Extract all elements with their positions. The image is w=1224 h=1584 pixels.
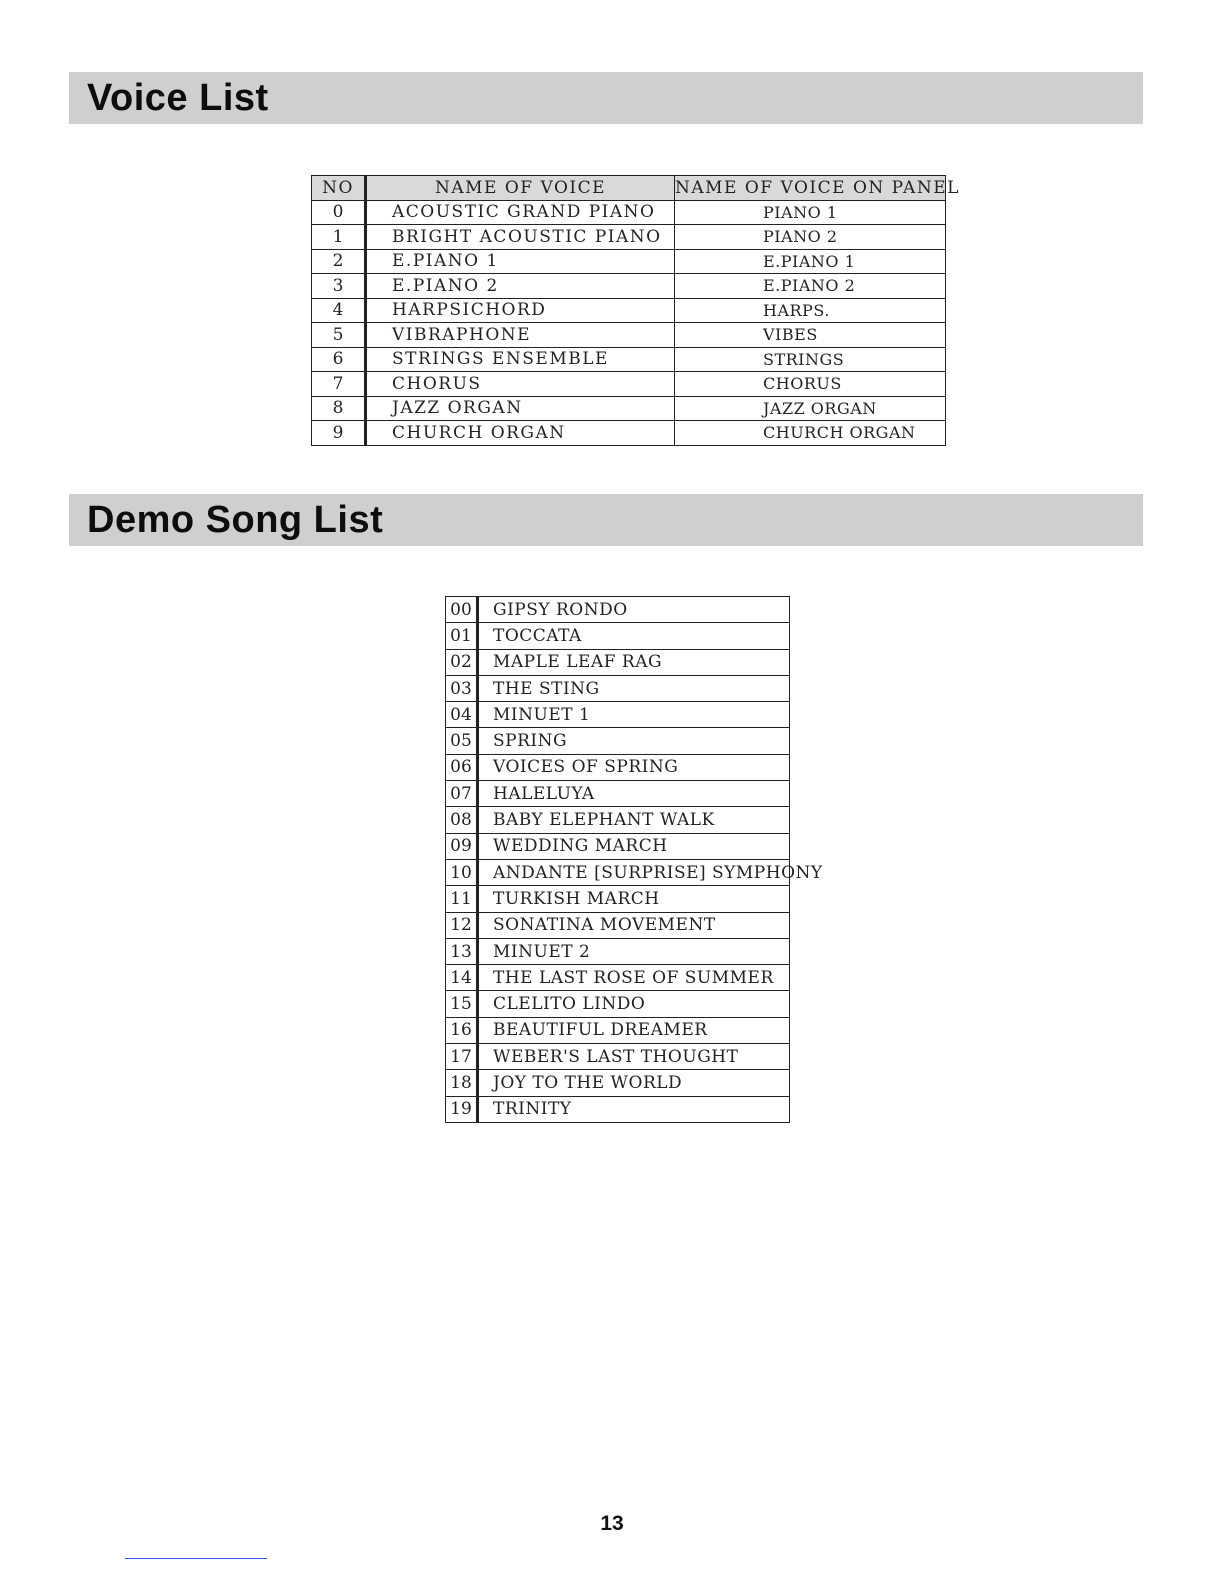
demo-song-number: 02 — [446, 649, 478, 675]
voice-name: BRIGHT ACOUSTIC PIANO — [366, 225, 675, 250]
demo-song-title: GIPSY RONDO — [478, 597, 790, 623]
demo-song-list-title: Demo Song List — [87, 499, 384, 541]
demo-song-row — [446, 754, 790, 780]
voice-number: 9 — [312, 421, 366, 446]
demo-song-row — [446, 781, 790, 807]
voice-number: 1 — [312, 225, 366, 250]
demo-song-number: 00 — [446, 597, 478, 623]
page-number: 13 — [600, 1512, 624, 1535]
demo-song-row — [446, 597, 790, 623]
demo-song-row — [446, 991, 790, 1017]
voice-panel-name: STRINGS — [675, 347, 946, 372]
voice-row — [312, 421, 946, 446]
voice-number: 7 — [312, 372, 366, 397]
voice-number: 3 — [312, 274, 366, 299]
demo-song-title: BEAUTIFUL DREAMER — [478, 1017, 790, 1043]
demo-song-row — [446, 965, 790, 991]
demo-song-row — [446, 1096, 790, 1122]
voice-row — [312, 225, 946, 250]
voice-row — [312, 298, 946, 323]
demo-song-title: MINUET 1 — [478, 702, 790, 728]
voice-number: 0 — [312, 200, 366, 225]
demo-song-title: MINUET 2 — [478, 938, 790, 964]
demo-song-number: 11 — [446, 886, 478, 912]
demo-song-row — [446, 728, 790, 754]
demo-song-title: ANDANTE [SURPRISE] SYMPHONY — [478, 859, 790, 885]
demo-song-title: WEDDING MARCH — [478, 833, 790, 859]
demo-song-title: TOCCATA — [478, 623, 790, 649]
demo-song-list-header — [69, 494, 1143, 546]
voice-number: 8 — [312, 396, 366, 421]
voice-list-header — [69, 72, 1143, 124]
voice-panel-name: VIBES — [675, 323, 946, 348]
voice-name: STRINGS ENSEMBLE — [366, 347, 675, 372]
voice-table — [311, 175, 960, 446]
voice-row — [312, 396, 946, 421]
demo-song-number: 14 — [446, 965, 478, 991]
demo-song-row — [446, 649, 790, 675]
voice-col-no: NO — [312, 176, 366, 201]
voice-row — [312, 323, 946, 348]
demo-song-number: 15 — [446, 991, 478, 1017]
demo-song-number: 06 — [446, 754, 478, 780]
demo-song-number: 07 — [446, 781, 478, 807]
voice-panel-name: PIANO 1 — [675, 200, 946, 225]
demo-song-title: WEBER'S LAST THOUGHT — [478, 1044, 790, 1070]
demo-song-row — [446, 938, 790, 964]
voice-col-panel: NAME OF VOICE ON PANEL — [675, 176, 946, 201]
demo-song-number: 04 — [446, 702, 478, 728]
voice-name: HARPSICHORD — [366, 298, 675, 323]
voice-list-title: Voice List — [87, 77, 269, 119]
demo-song-row — [446, 833, 790, 859]
voice-row — [312, 372, 946, 397]
voice-row — [312, 200, 946, 225]
demo-song-number: 12 — [446, 912, 478, 938]
demo-song-row — [446, 1070, 790, 1096]
voice-name: CHURCH ORGAN — [366, 421, 675, 446]
demo-song-number: 09 — [446, 833, 478, 859]
demo-song-row — [446, 1017, 790, 1043]
demo-song-number: 18 — [446, 1070, 478, 1096]
demo-song-row — [446, 1044, 790, 1070]
voice-panel-name: PIANO 2 — [675, 225, 946, 250]
voice-name: E.PIANO 2 — [366, 274, 675, 299]
demo-song-title: THE LAST ROSE OF SUMMER — [478, 965, 790, 991]
voice-name: VIBRAPHONE — [366, 323, 675, 348]
demo-song-number: 10 — [446, 859, 478, 885]
voice-row — [312, 347, 946, 372]
demo-song-title: JOY TO THE WORLD — [478, 1070, 790, 1096]
demo-song-title: TURKISH MARCH — [478, 886, 790, 912]
voice-panel-name: CHORUS — [675, 372, 946, 397]
demo-song-number: 05 — [446, 728, 478, 754]
demo-song-title: SONATINA MOVEMENT — [478, 912, 790, 938]
voice-row — [312, 249, 946, 274]
demo-song-title: SPRING — [478, 728, 790, 754]
demo-song-number: 19 — [446, 1096, 478, 1122]
voice-number: 2 — [312, 249, 366, 274]
demo-song-number: 13 — [446, 938, 478, 964]
voice-panel-name: E.PIANO 1 — [675, 249, 946, 274]
demo-song-title: BABY ELEPHANT WALK — [478, 807, 790, 833]
voice-panel-name: HARPS. — [675, 298, 946, 323]
voice-name: ACOUSTIC GRAND PIANO — [366, 200, 675, 225]
demo-song-row — [446, 807, 790, 833]
footer-rule — [125, 1558, 267, 1559]
demo-song-number: 01 — [446, 623, 478, 649]
voice-number: 5 — [312, 323, 366, 348]
voice-table-header-row — [312, 176, 946, 201]
voice-name: CHORUS — [366, 372, 675, 397]
demo-song-title: VOICES OF SPRING — [478, 754, 790, 780]
demo-song-row — [446, 859, 790, 885]
demo-song-row — [446, 912, 790, 938]
demo-song-number: 17 — [446, 1044, 478, 1070]
demo-song-row — [446, 623, 790, 649]
voice-name: E.PIANO 1 — [366, 249, 675, 274]
demo-song-title: CLELITO LINDO — [478, 991, 790, 1017]
demo-song-title: TRINITY — [478, 1096, 790, 1122]
demo-song-table — [445, 596, 823, 1123]
demo-song-number: 08 — [446, 807, 478, 833]
demo-song-title: HALELUYA — [478, 781, 790, 807]
voice-name: JAZZ ORGAN — [366, 396, 675, 421]
demo-song-number: 16 — [446, 1017, 478, 1043]
voice-panel-name: E.PIANO 2 — [675, 274, 946, 299]
voice-row — [312, 274, 946, 299]
voice-number: 4 — [312, 298, 366, 323]
voice-number: 6 — [312, 347, 366, 372]
demo-song-title: THE STING — [478, 675, 790, 701]
demo-song-row — [446, 886, 790, 912]
demo-song-row — [446, 675, 790, 701]
voice-panel-name: CHURCH ORGAN — [675, 421, 946, 446]
demo-song-row — [446, 702, 790, 728]
demo-song-number: 03 — [446, 675, 478, 701]
voice-panel-name: JAZZ ORGAN — [675, 396, 946, 421]
voice-col-name: NAME OF VOICE — [366, 176, 675, 201]
demo-song-title: MAPLE LEAF RAG — [478, 649, 790, 675]
